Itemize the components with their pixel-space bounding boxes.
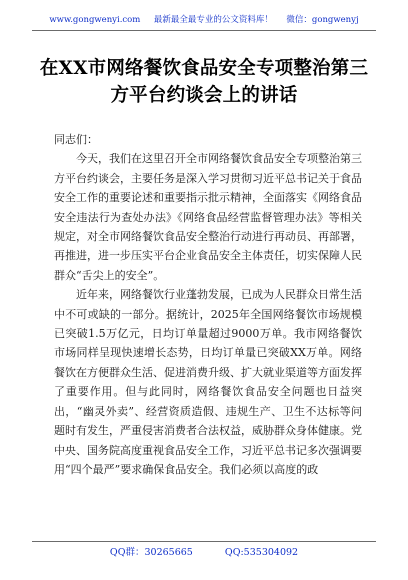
header-divider [32, 30, 376, 31]
footer-divider [32, 541, 376, 542]
page-header [0, 14, 408, 26]
paragraph-1: 今天，我们在这里召开全市网络餐饮食品安全专项整治第三方平台约谈会，主要任务是深入学习贯彻习近平总书记关于食品安全工作的重要论述和重要指示批示精神，全面落实《网络食品安全违法行为查处办法》《网络食品经营监督管理办法》等相关规定，对全市网络餐饮食品安全整治行动进行再动员、再部署，再推进，进一步压实平台企业食品安全主体责任，切实保障人民群众“舌尖上的安全”。 [54, 152, 362, 282]
document-body [54, 130, 362, 479]
header-slogan: 最新最全最专业的公文资料库！ [153, 15, 273, 25]
footer-qq-number: QQ:535304092 [224, 547, 299, 558]
salutation: 同志们： [54, 133, 98, 146]
header-site-link[interactable]: www.gongwenyi.com [49, 15, 141, 25]
document-title: 在XX市网络餐饮食品安全专项整治第三方平台约谈会上的讲话 [39, 58, 369, 106]
page-footer [0, 546, 408, 559]
paragraph-2: 近年来，网络餐饮行业蓬勃发展，已成为人民群众日常生活中不可或缺的一部分。据统计，2025年全国网络餐饮市场规模已突破1.5万亿元，日均订单量超过9000万单。我市网络餐饮市场同样呈现快速增长态势，日均订单量已突破XX万单。网络餐饮在方便群众生活、促进消费升级、扩大就业渠道等方面发挥了重要作用。但与此同时，网络餐饮食品安全问题也日益突出，“幽灵外卖”、经营资质造假、违规生产、卫生不达标等问题时有发生，严重侵害消费者合法权益，威胁群众身体健康。党中央、国务院高度重视食品安全工作，习近平总书记多次强调要用“四个最严”要求确保食品安全。我们必须以高度的政 [54, 288, 362, 476]
header-wechat: 微信：gongwenyj [286, 15, 359, 25]
footer-qq-group: QQ群：30265665 [109, 547, 193, 558]
